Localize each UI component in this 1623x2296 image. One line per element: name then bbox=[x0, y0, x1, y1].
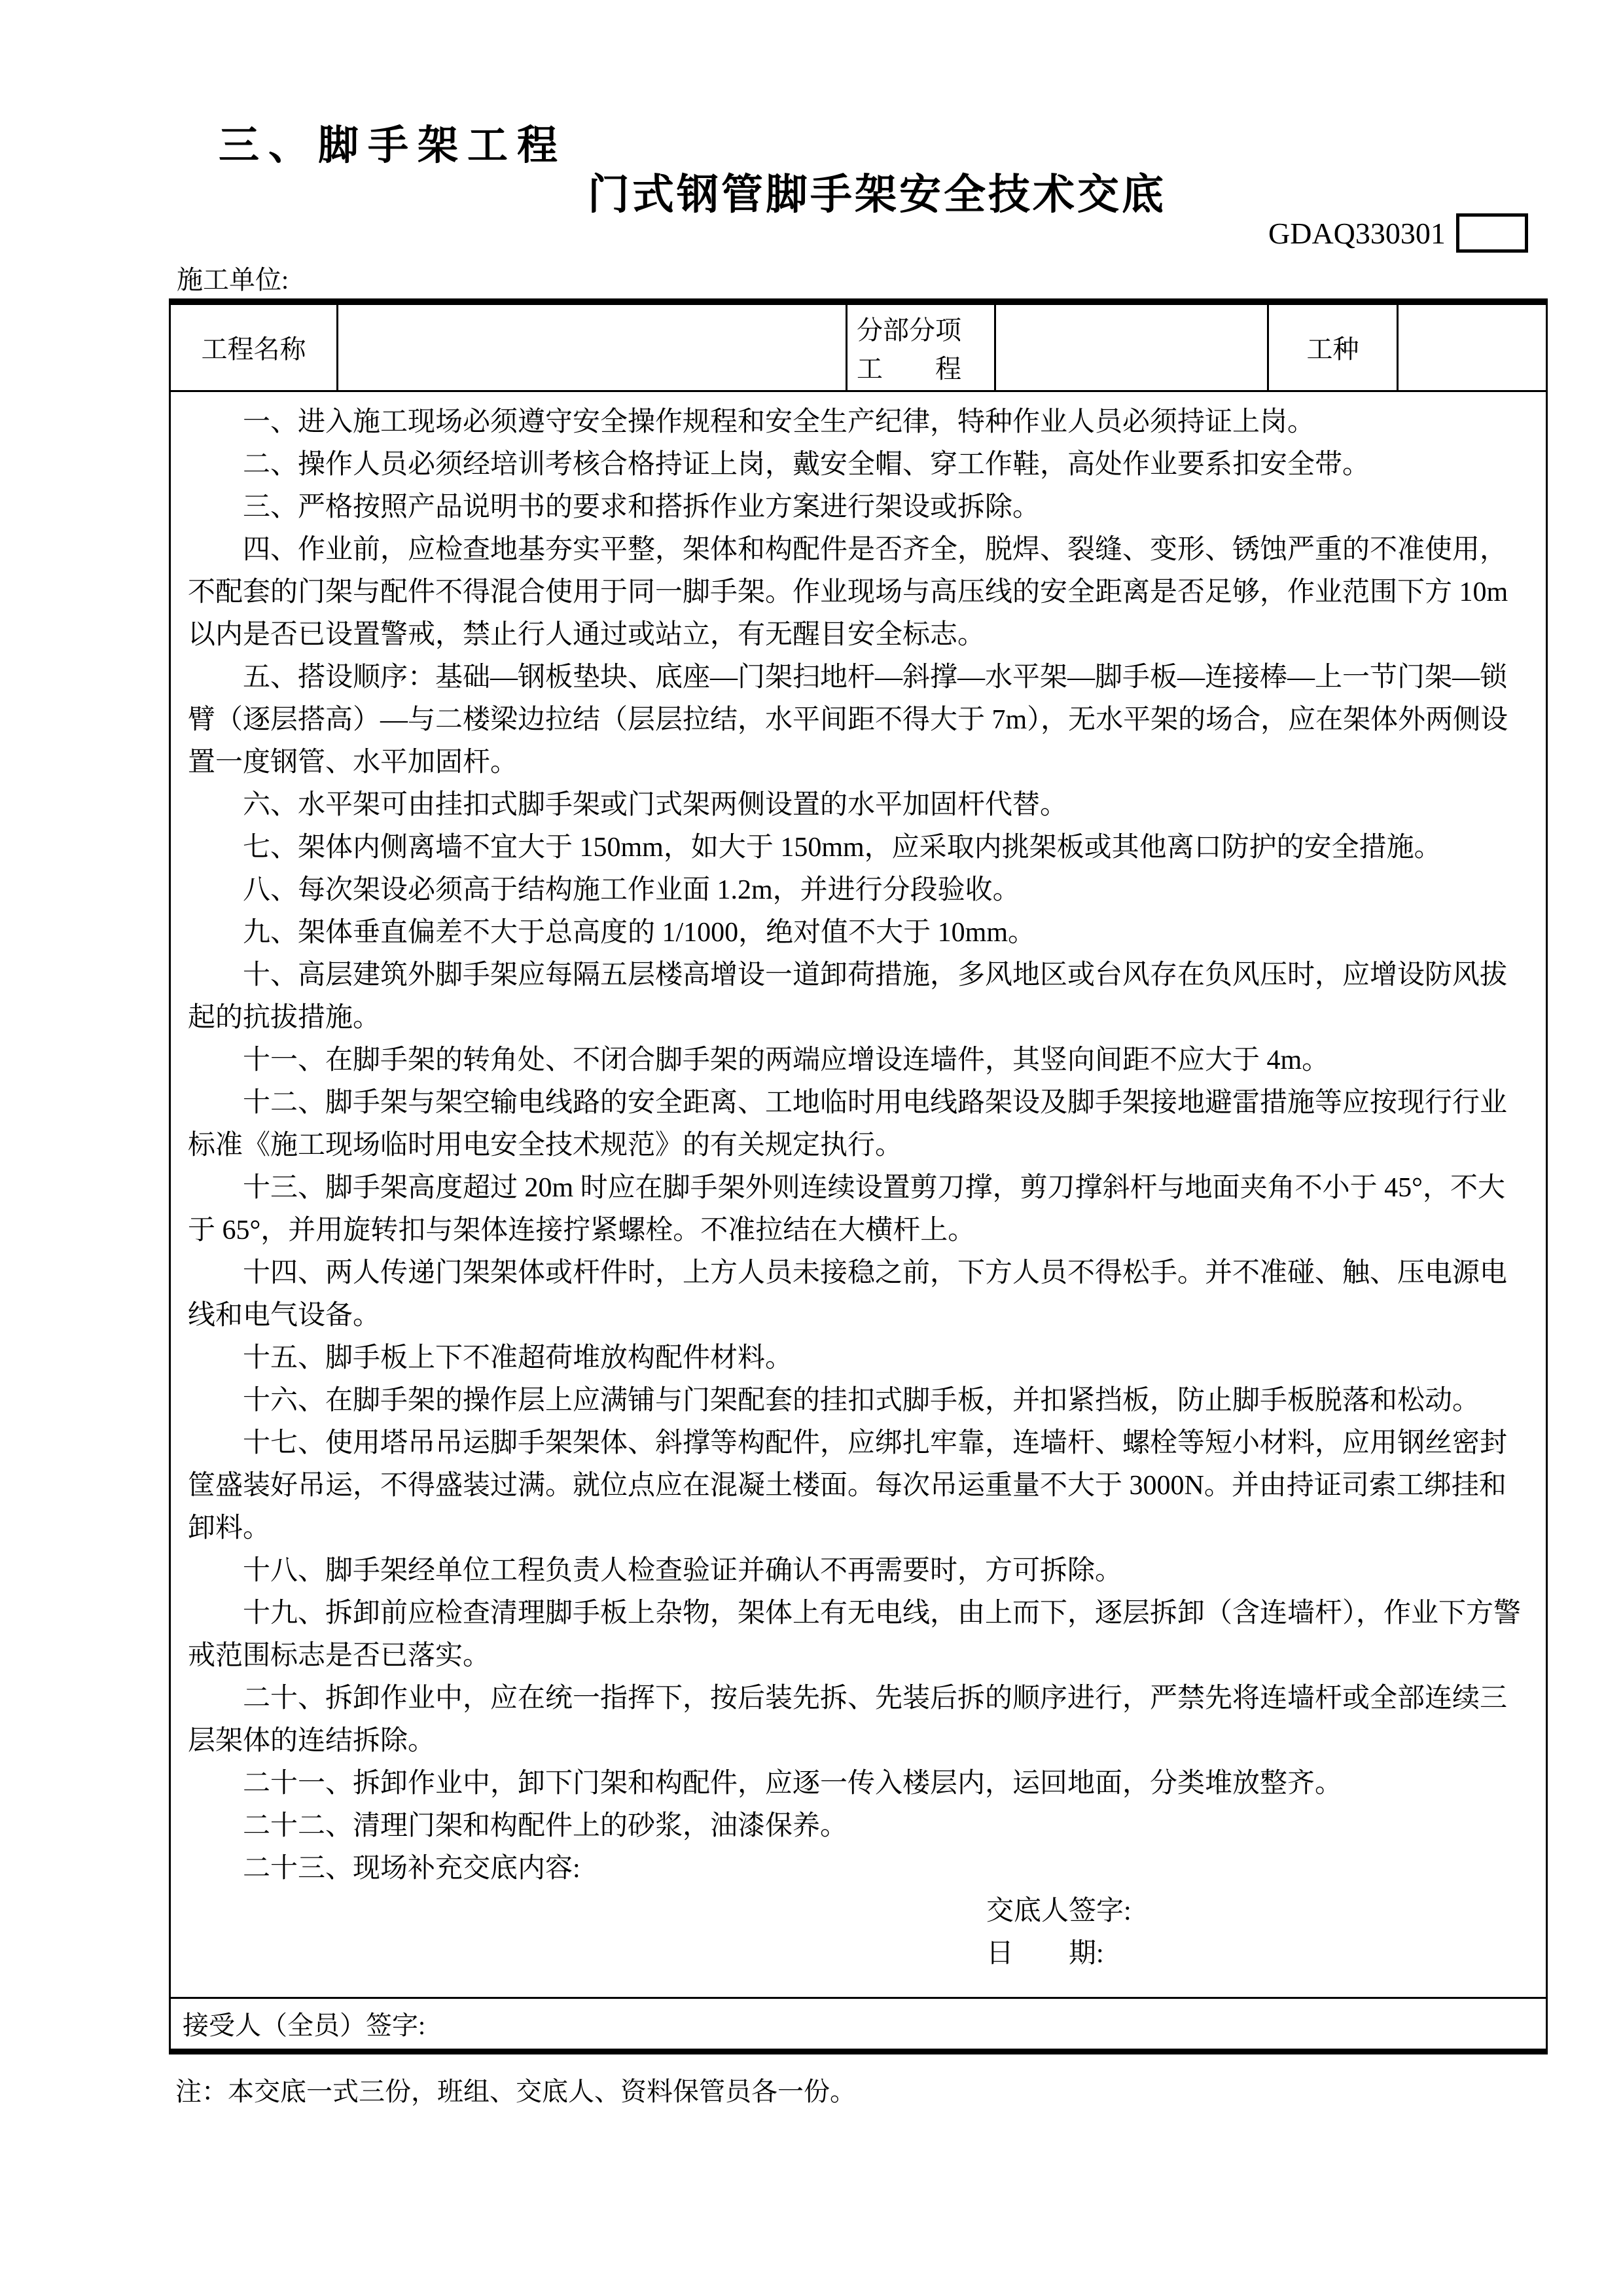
disclosure-body-cell bbox=[170, 391, 1547, 1998]
construction-unit-label: 施工单位: bbox=[177, 265, 289, 295]
date-label: 日 期: bbox=[986, 1938, 1104, 1969]
receiver-signature-label: 接受人（全员）签字: bbox=[183, 2011, 426, 2040]
disclosure-item: 十六、在脚手架的操作层上应满铺与门架配套的挂扣式脚手板，并扣紧挡板，防止脚手板脱落和松动。 bbox=[243, 1385, 1480, 1416]
disclosure-item: 十九、拆卸前应检查清理脚手板上杂物，架体上有无电线，由上而下，逐层拆卸（含连墙杆），作业下方警戒范围标志是否已落实。 bbox=[188, 1598, 1522, 1671]
disclosure-item: 十四、两人传递门架架体或杆件时，上方人员未接稳之前，下方人员不得松手。并不准碰、触、压电源电线和电气设备。 bbox=[188, 1257, 1508, 1331]
sub-project-label-line2: 工 程 bbox=[857, 353, 961, 384]
sub-project-field[interactable] bbox=[995, 302, 1268, 391]
project-name-label: 工程名称 bbox=[170, 302, 338, 391]
disclosure-item: 四、作业前，应检查地基夯实平整，架体和构配件是否齐全，脱焊、裂缝、变形、锈蚀严重的不准使用，不配套的门架与配件不得混合使用于同一脚手架。作业现场与高压线的安全距离是否足够，作业范围下方 10m 以内是否已设置警戒，禁止行人通过或站立，有无醒目安全标志。 bbox=[188, 534, 1508, 650]
form-code-box[interactable] bbox=[1456, 213, 1528, 253]
disclosure-item: 十一、在脚手架的转角处、不闭合脚手架的两端应增设连墙件，其竖向间距不应大于 4m。 bbox=[243, 1045, 1330, 1075]
disclosure-items bbox=[188, 401, 1527, 1997]
disclosure-item: 十二、脚手架与架空输电线路的安全距离、工地临时用电线路架设及脚手架接地避雷措施等应按现行行业标准《施工现场临时用电安全技术规范》的有关规定执行。 bbox=[188, 1087, 1508, 1160]
disclosure-item: 三、严格按照产品说明书的要求和搭拆作业方案进行架设或拆除。 bbox=[243, 492, 1041, 522]
sub-project-label-line1: 分部分项 bbox=[857, 315, 961, 345]
form-code-row bbox=[1268, 213, 1528, 253]
disclosure-item: 二十三、现场补充交底内容: bbox=[243, 1853, 580, 1884]
page-title: 门式钢管脚手架安全技术交底 bbox=[588, 171, 1166, 218]
disclosure-item: 五、搭设顺序：基础—钢板垫块、底座—门架扫地杆—斜撑—水平架—脚手板—连接棒—上一节门架—锁臂（逐层搭高）—与二楼梁边拉结（层层拉结，水平间距不得大于 7m），无水平架的场合，应在架体外两侧设置一度钢管、水平加固杆。 bbox=[188, 662, 1508, 778]
disclosure-item: 二十、拆卸作业中，应在统一指挥下，按后装先拆、先装后拆的顺序进行，严禁先将连墙杆或全部连续三层架体的连结拆除。 bbox=[188, 1683, 1508, 1756]
disclosure-item: 十五、脚手板上下不准超荷堆放构配件材料。 bbox=[243, 1342, 793, 1373]
disclosure-body-row bbox=[170, 391, 1547, 1998]
receiver-row bbox=[170, 1998, 1547, 2051]
disclosure-item: 十三、脚手架高度超过 20m 时应在脚手架外则连续设置剪刀撑，剪刀撑斜杆与地面夹角不小于 45°，不大于 65°，并用旋转扣与架体连接拧紧螺栓。不准拉结在大横杆上。 bbox=[188, 1172, 1505, 1246]
section-heading: 三、脚手架工程 bbox=[219, 123, 567, 168]
disclosure-item: 一、进入施工现场必须遵守安全操作规程和安全生产纪律，特种作业人员必须持证上岗。 bbox=[243, 406, 1315, 437]
discloser-signature-label: 交底人签字: bbox=[986, 1895, 1132, 1926]
disclosure-item: 二、操作人员必须经培训考核合格持证上岗，戴安全帽、穿工作鞋，高处作业要系扣安全带。 bbox=[243, 449, 1370, 480]
disclosure-item: 二十二、清理门架和构配件上的砂浆，油漆保养。 bbox=[243, 1810, 848, 1841]
disclosure-item: 十七、使用塔吊吊运脚手架架体、斜撑等构配件，应绑扎牢靠，连墙杆、螺栓等短小材料，应用钢丝密封筐盛装好吊运，不得盛装过满。就位点应在混凝土楼面。每次吊运重量不大于 3000N。并由持证司索工绑挂和卸料。 bbox=[188, 1427, 1508, 1543]
work-type-field[interactable] bbox=[1398, 302, 1547, 391]
disclosure-item: 七、架体内侧离墙不宜大于 150mm，如大于 150mm，应采取内挑架板或其他离口防护的安全措施。 bbox=[243, 832, 1442, 863]
form-table bbox=[169, 298, 1548, 2054]
disclosure-item: 九、架体垂直偏差不大于总高度的 1/1000，绝对值不大于 10mm。 bbox=[243, 917, 1036, 948]
disclosure-item: 六、水平架可由挂扣式脚手架或门式架两侧设置的水平加固杆代替。 bbox=[243, 789, 1068, 820]
form-code: GDAQ330301 bbox=[1268, 216, 1446, 250]
sub-project-label bbox=[847, 302, 995, 391]
footnote: 注：本交底一式三份，班组、交底人、资料保管员各一份。 bbox=[175, 2077, 856, 2106]
receiver-signature-cell[interactable] bbox=[170, 1998, 1547, 2051]
disclosure-item: 八、每次架设必须高于结构施工作业面 1.2m，并进行分段验收。 bbox=[243, 874, 1020, 905]
disclosure-item: 十、高层建筑外脚手架应每隔五层楼高增设一道卸荷措施，多风地区或台风存在负风压时，应增设防风拔起的抗拔措施。 bbox=[188, 960, 1508, 1033]
work-type-label: 工种 bbox=[1268, 302, 1398, 391]
disclosure-item: 十八、脚手架经单位工程负责人检查验证并确认不再需要时，方可拆除。 bbox=[243, 1555, 1123, 1586]
project-name-field[interactable] bbox=[338, 302, 847, 391]
table-header-row bbox=[170, 302, 1547, 391]
disclosure-item: 二十一、拆卸作业中，卸下门架和构配件，应逐一传入楼层内，运回地面，分类堆放整齐。 bbox=[243, 1768, 1343, 1799]
